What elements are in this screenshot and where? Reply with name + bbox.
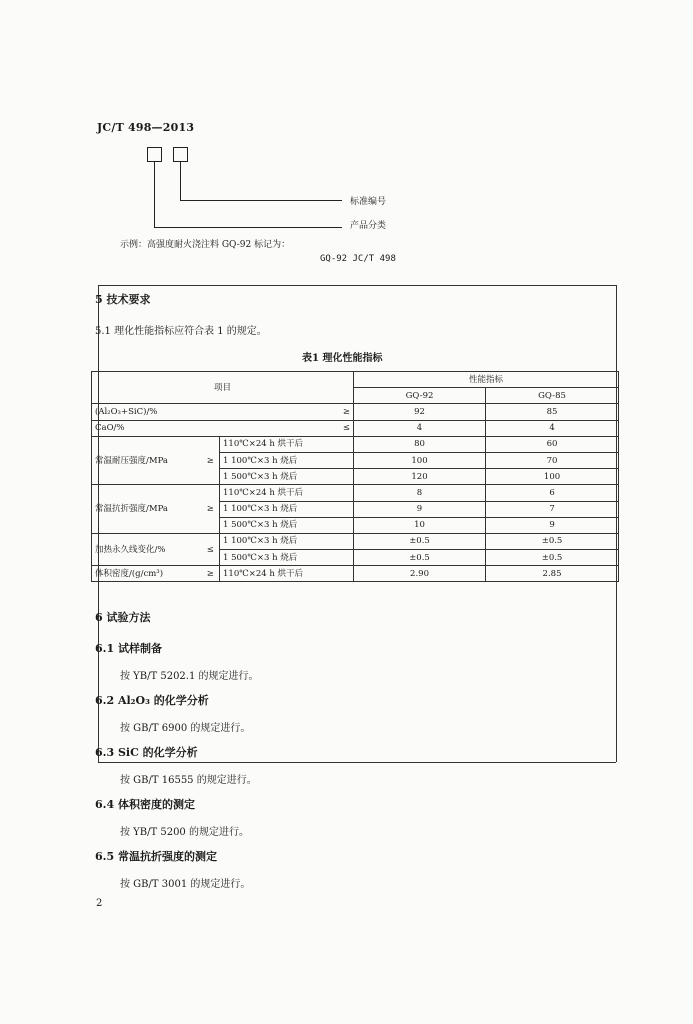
clause-6-5-text: 按 GB/T 3001 的规定进行。 xyxy=(120,879,251,890)
condition-cell: 110℃×24 h 烘干后 xyxy=(220,566,354,582)
placeholder-box-category xyxy=(147,147,162,162)
section-6-heading: 6 试验方法 xyxy=(95,611,151,624)
value-gq85: 6 xyxy=(486,485,619,501)
value-gq92: 80 xyxy=(354,436,486,452)
value-gq85: 2.85 xyxy=(486,566,619,582)
clause-5-1: 5.1 理化性能指标应符合表 1 的规定。 xyxy=(95,326,267,337)
header-gq92: GQ-92 xyxy=(354,388,486,404)
condition-cell: 1 500℃×3 h 烧后 xyxy=(220,517,354,533)
value-gq85: 85 xyxy=(486,404,619,420)
item-cell: 常温抗折强度/MPa xyxy=(92,485,202,534)
clause-6-3-text: 按 GB/T 16555 的规定进行。 xyxy=(120,775,257,786)
scan-frame-bottom xyxy=(98,762,616,763)
clause-6-5-title: 6.5 常温抗折强度的测定 xyxy=(95,850,217,863)
condition-cell: 110℃×24 h 烘干后 xyxy=(220,485,354,501)
item-cell: 加热永久线变化/% xyxy=(92,533,202,565)
symbol-cell: ≥ xyxy=(202,566,220,582)
clause-6-2-text: 按 GB/T 6900 的规定进行。 xyxy=(120,723,251,734)
value-gq92: 10 xyxy=(354,517,486,533)
leader-line xyxy=(154,162,155,227)
clause-6-1-text: 按 YB/T 5202.1 的规定进行。 xyxy=(120,671,259,682)
value-gq92: ±0.5 xyxy=(354,550,486,566)
condition-cell: 1 500℃×3 h 烧后 xyxy=(220,469,354,485)
leader-line xyxy=(180,200,342,201)
value-gq85: ±0.5 xyxy=(486,533,619,549)
clause-6-3-title: 6.3 SiC 的化学分析 xyxy=(95,746,198,759)
performance-table xyxy=(91,371,619,582)
value-gq85: 4 xyxy=(486,420,619,436)
symbol-cell: ≤ xyxy=(202,533,220,565)
value-gq85: 60 xyxy=(486,436,619,452)
table-row xyxy=(92,404,619,420)
value-gq92: 120 xyxy=(354,469,486,485)
symbol-cell: ≥ xyxy=(202,436,220,485)
scan-frame-top xyxy=(98,285,616,286)
condition-cell: 1 100℃×3 h 烧后 xyxy=(220,533,354,549)
item-cell: CaO/% xyxy=(92,420,220,436)
symbol-cell: ≤ xyxy=(220,420,354,436)
condition-cell: 1 100℃×3 h 烧后 xyxy=(220,501,354,517)
header-performance: 性能指标 xyxy=(354,372,619,388)
label-standard-number: 标准编号 xyxy=(350,197,387,207)
section-5-heading: 5 技术要求 xyxy=(95,293,151,306)
example-mark: GQ-92 JC/T 498 xyxy=(320,254,396,264)
value-gq92: 4 xyxy=(354,420,486,436)
table-row xyxy=(92,533,619,549)
table-row xyxy=(92,420,619,436)
value-gq92: ±0.5 xyxy=(354,533,486,549)
value-gq85: 70 xyxy=(486,452,619,468)
item-cell: (Al₂O₃+SiC)/% xyxy=(92,404,220,420)
clause-6-1-title: 6.1 试样制备 xyxy=(95,642,162,655)
header-gq85: GQ-85 xyxy=(486,388,619,404)
value-gq92: 2.90 xyxy=(354,566,486,582)
header-item: 项目 xyxy=(92,372,354,404)
clause-6-2-title: 6.2 Al₂O₃ 的化学分析 xyxy=(95,694,209,707)
symbol-cell: ≥ xyxy=(202,485,220,534)
clause-6-4-title: 6.4 体积密度的测定 xyxy=(95,798,195,811)
table-row xyxy=(92,485,619,501)
value-gq92: 8 xyxy=(354,485,486,501)
table-row xyxy=(92,566,619,582)
value-gq92: 92 xyxy=(354,404,486,420)
standard-code: JC/T 498—2013 xyxy=(97,121,195,134)
value-gq92: 9 xyxy=(354,501,486,517)
clause-6-4-text: 按 YB/T 5200 的规定进行。 xyxy=(120,827,249,838)
example-text: 示例：高强度耐火浇注料 GQ-92 标记为： xyxy=(120,240,291,250)
label-product-category: 产品分类 xyxy=(350,221,387,231)
condition-cell: 110℃×24 h 烘干后 xyxy=(220,436,354,452)
condition-cell: 1 100℃×3 h 烧后 xyxy=(220,452,354,468)
item-cell: 体积密度/(g/cm³) xyxy=(92,566,202,582)
table-header-row xyxy=(92,372,619,388)
value-gq85: 9 xyxy=(486,517,619,533)
value-gq85: 100 xyxy=(486,469,619,485)
item-cell: 常温耐压强度/MPa xyxy=(92,436,202,485)
value-gq85: ±0.5 xyxy=(486,550,619,566)
table-row xyxy=(92,436,619,452)
placeholder-box-standard xyxy=(173,147,188,162)
symbol-cell: ≥ xyxy=(220,404,354,420)
value-gq92: 100 xyxy=(354,452,486,468)
leader-line xyxy=(180,162,181,200)
page-number: 2 xyxy=(96,898,103,909)
condition-cell: 1 500℃×3 h 烧后 xyxy=(220,550,354,566)
value-gq85: 7 xyxy=(486,501,619,517)
leader-line xyxy=(154,227,342,228)
table-caption: 表1 理化性能指标 xyxy=(302,353,383,364)
